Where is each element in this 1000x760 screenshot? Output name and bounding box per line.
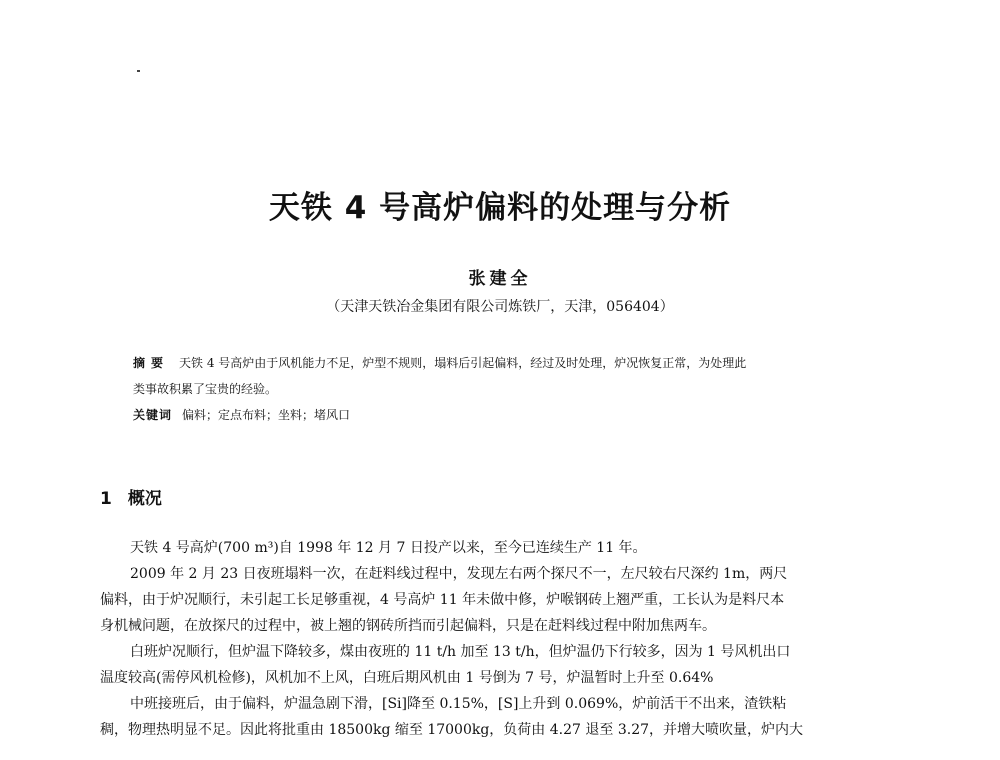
keywords-text: 偏料；定点布料；坐料；堵风口 xyxy=(182,408,351,422)
abstract-text-2: 类事故积累了宝贵的经验。 xyxy=(133,382,278,396)
paragraph-line: 天铁 4 号高炉(700 m³)自 1998 年 12 月 7 日投产以来，至今已连续生产 11 年。 xyxy=(130,540,647,556)
author-name: 张建全 xyxy=(468,269,532,289)
paragraph-line: 2009 年 2 月 23 日夜班塌料一次，在赶料线过程中，发现左右两个探尺不一，左尺较右尺深约 1m，两尺 xyxy=(130,566,788,582)
keywords-line xyxy=(133,402,903,428)
paragraph-line: 温度较高(需停风机检修)，风机加不上风，白班后期风机由 1 号倒为 7 号，炉温暂时上升至 0.64% xyxy=(100,670,714,686)
abstract-block xyxy=(133,350,903,428)
section-number: 1 xyxy=(100,489,112,509)
abstract-text-1: 天铁 4 号高炉由于风机能力不足，炉型不规则，塌料后引起偏料，经过及时处理，炉况恢复正常，为处理此 xyxy=(179,356,747,370)
paragraph-line: 偏料，由于炉况顺行，未引起工长足够重视，4 号高炉 11 年未做中修，炉喉钢砖上翘严重，工长认为是料尺本 xyxy=(100,592,785,608)
section-title: 概况 xyxy=(127,489,162,509)
paragraph-line: 稠，物理热明显不足。因此将批重由 18500kg 缩至 17000kg，负荷由 4.27 退至 3.27，并增大喷吹量，炉内大 xyxy=(100,722,804,738)
paragraph-line: 中班接班后，由于偏料，炉温急剧下滑，[Si]降至 0.15%，[S]上升到 0.069%，炉前活干不出来，渣铁粘 xyxy=(130,696,787,712)
author-affiliation: （天津天铁冶金集团有限公司炼铁厂，天津，056404） xyxy=(326,299,674,315)
body-text xyxy=(100,535,912,743)
paper-title: 天铁 4 号高炉偏料的处理与分析 xyxy=(268,190,732,226)
abstract-line-1 xyxy=(133,350,903,376)
abstract-label: 摘要 xyxy=(133,356,170,370)
paragraph-line: 白班炉况顺行，但炉温下降较多，煤由夜班的 11 t/h 加至 13 t/h，但炉温仍下行较多，因为 1 号风机出口 xyxy=(130,644,791,660)
scan-speck xyxy=(137,70,140,72)
abstract-line-2 xyxy=(133,376,903,402)
paragraph-line: 身机械问题，在放探尺的过程中，被上翘的钢砖所挡而引起偏料，只是在赶料线过程中附加焦两车。 xyxy=(100,618,716,634)
section-heading xyxy=(100,484,162,509)
keywords-label: 关键词 xyxy=(133,408,173,422)
